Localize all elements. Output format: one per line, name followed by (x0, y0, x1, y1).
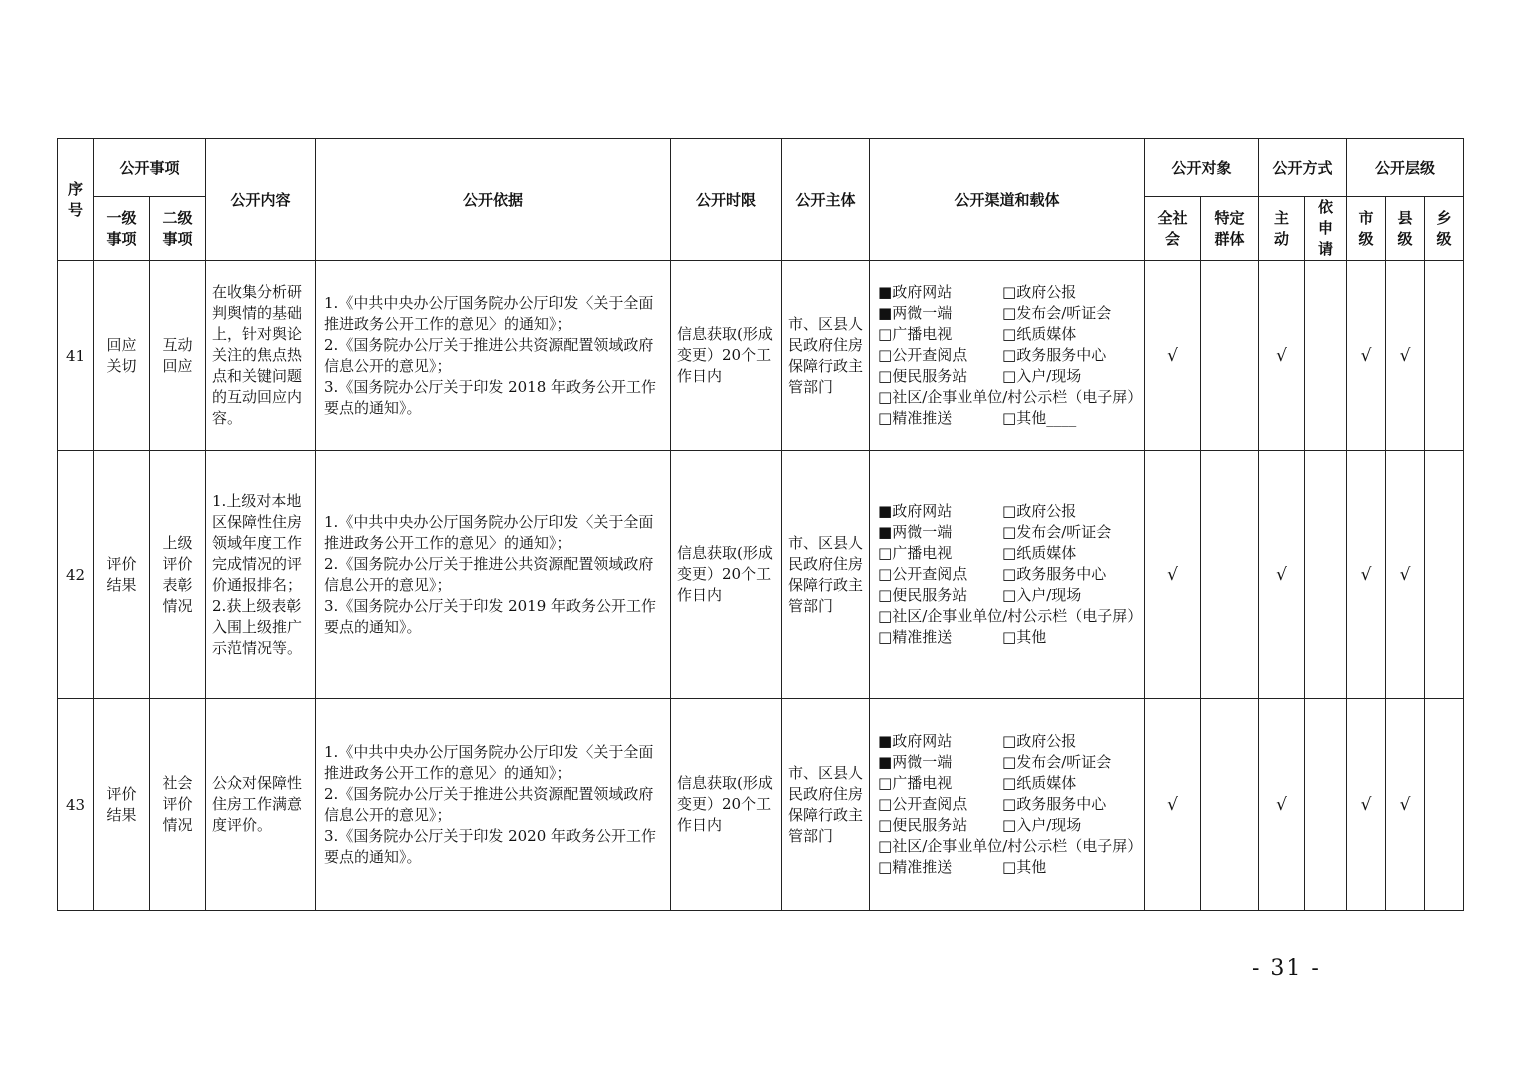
channel-option: □其他____ (1002, 409, 1077, 427)
channel-option: ■两微一端 (878, 753, 953, 771)
disclosure-table (57, 138, 1464, 911)
row-subject: 市、区县人民政府住房保障行政主管部门 (782, 261, 870, 451)
header-level1: 一级事项 (94, 197, 150, 261)
row-seq: 41 (58, 261, 94, 451)
row-content: 公众对保障性住房工作满意度评价。 (206, 699, 316, 911)
channel-option: □社区/企事业单位/村公示栏（电子屏） (878, 607, 1143, 625)
channel-option: □政府公报 (1002, 732, 1077, 750)
header-channels: 公开渠道和载体 (870, 139, 1145, 261)
channel-option: □政府公报 (1002, 283, 1077, 301)
row-seq: 42 (58, 451, 94, 699)
row-level-town (1425, 261, 1464, 451)
table-row (58, 451, 1464, 699)
channel-option: □其他 (1002, 858, 1047, 876)
row-level2: 社会评价情况 (150, 699, 206, 911)
row-level-city: √ (1347, 451, 1386, 699)
channel-option: □便民服务站 (878, 367, 968, 385)
row-method-active: √ (1259, 699, 1305, 911)
channel-option: □入户/现场 (1002, 586, 1082, 604)
row-level-town (1425, 451, 1464, 699)
row-method-active: √ (1259, 261, 1305, 451)
basis-item: 2.《国务院办公厅关于推进公共资源配置领域政府信息公开的意见》； (324, 335, 654, 375)
row-method-apply (1305, 261, 1347, 451)
row-target-specific (1201, 699, 1259, 911)
channel-option: □政务服务中心 (1002, 346, 1107, 364)
channel-option: □纸质媒体 (1002, 774, 1077, 792)
channel-option: □公开查阅点 (878, 795, 968, 813)
row-content: 在收集分析研判舆情的基础上，针对舆论关注的焦点热点和关键问题的互动回应内容。 (206, 261, 316, 451)
row-time-limit: 信息获取(形成变更）20个工作日内 (671, 261, 782, 451)
row-time-limit: 信息获取(形成变更）20个工作日内 (671, 699, 782, 911)
row-subject: 市、区县人民政府住房保障行政主管部门 (782, 699, 870, 911)
header-level-city: 市级 (1347, 197, 1386, 261)
channel-option: □公开查阅点 (878, 346, 968, 364)
channel-option: □精准推送 (878, 858, 953, 876)
header-target-group: 公开对象 (1145, 139, 1259, 197)
row-level-county: √ (1386, 699, 1425, 911)
channel-option: □广播电视 (878, 774, 953, 792)
channel-option: □广播电视 (878, 325, 953, 343)
row-level1: 评价结果 (94, 699, 150, 911)
row-level1: 评价结果 (94, 451, 150, 699)
header-content: 公开内容 (206, 139, 316, 261)
channel-option: □政务服务中心 (1002, 795, 1107, 813)
channel-option: □纸质媒体 (1002, 325, 1077, 343)
channel-option: □发布会/听证会 (1002, 523, 1112, 541)
row-channels (870, 699, 1145, 911)
table-row (58, 699, 1464, 911)
row-method-active: √ (1259, 451, 1305, 699)
channel-option: □公开查阅点 (878, 565, 968, 583)
row-seq: 43 (58, 699, 94, 911)
basis-item: 2.《国务院办公厅关于推进公共资源配置领域政府信息公开的意见》； (324, 784, 654, 824)
row-level-county: √ (1386, 261, 1425, 451)
header-target-specific: 特定群体 (1201, 197, 1259, 261)
channel-option: □精准推送 (878, 409, 953, 427)
channel-option: ■政府网站 (878, 502, 953, 520)
basis-item: 1.《中共中央办公厅国务院办公厅印发〈关于全面推进政务公开工作的意见〉的通知》； (324, 293, 654, 333)
basis-item: 3.《国务院办公厅关于印发 2020 年政务公开工作要点的通知》。 (324, 826, 657, 866)
row-channels (870, 261, 1145, 451)
basis-item: 1.《中共中央办公厅国务院办公厅印发〈关于全面推进政务公开工作的意见〉的通知》； (324, 742, 654, 782)
channel-option: □入户/现场 (1002, 367, 1082, 385)
row-target-all: √ (1145, 699, 1201, 911)
channel-option: □纸质媒体 (1002, 544, 1077, 562)
channel-option: □社区/企事业单位/村公示栏（电子屏） (878, 837, 1143, 855)
row-level-city: √ (1347, 699, 1386, 911)
row-target-specific (1201, 261, 1259, 451)
row-level2: 互动回应 (150, 261, 206, 451)
basis-item: 3.《国务院办公厅关于印发 2019 年政务公开工作要点的通知》。 (324, 596, 657, 636)
header-level-county: 县级 (1386, 197, 1425, 261)
row-target-all: √ (1145, 261, 1201, 451)
channel-option: ■两微一端 (878, 523, 953, 541)
row-method-apply (1305, 451, 1347, 699)
page-number: - 31 - (1252, 956, 1321, 981)
header-method-apply: 依申请 (1305, 197, 1347, 261)
table-row (58, 261, 1464, 451)
channel-option: ■政府网站 (878, 732, 953, 750)
row-channels (870, 451, 1145, 699)
channel-option: □便民服务站 (878, 816, 968, 834)
header-method-active: 主动 (1259, 197, 1305, 261)
header-level-town: 乡级 (1425, 197, 1464, 261)
row-level2: 上级评价表彰情况 (150, 451, 206, 699)
header-target-all: 全社会 (1145, 197, 1201, 261)
row-subject: 市、区县人民政府住房保障行政主管部门 (782, 451, 870, 699)
basis-item: 2.《国务院办公厅关于推进公共资源配置领域政府信息公开的意见》； (324, 554, 654, 594)
channel-option: □便民服务站 (878, 586, 968, 604)
row-time-limit: 信息获取(形成变更）20个工作日内 (671, 451, 782, 699)
channel-option: □精准推送 (878, 628, 953, 646)
row-level-town (1425, 699, 1464, 911)
channel-option: □入户/现场 (1002, 816, 1082, 834)
header-basis: 公开依据 (316, 139, 671, 261)
basis-item: 1.《中共中央办公厅国务院办公厅印发〈关于全面推进政务公开工作的意见〉的通知》； (324, 512, 654, 552)
header-seq: 序号 (58, 139, 94, 261)
header-method-group: 公开方式 (1259, 139, 1347, 197)
header-item-group: 公开事项 (94, 139, 206, 197)
row-target-specific (1201, 451, 1259, 699)
row-basis (316, 261, 671, 451)
row-method-apply (1305, 699, 1347, 911)
channel-option: □发布会/听证会 (1002, 304, 1112, 322)
row-level-city: √ (1347, 261, 1386, 451)
header-time-limit: 公开时限 (671, 139, 782, 261)
channel-option: □社区/企事业单位/村公示栏（电子屏） (878, 388, 1143, 406)
header-subject: 公开主体 (782, 139, 870, 261)
channel-option: □广播电视 (878, 544, 953, 562)
row-level-county: √ (1386, 451, 1425, 699)
channel-option: ■政府网站 (878, 283, 953, 301)
header-level-group: 公开层级 (1347, 139, 1464, 197)
channel-option: □政务服务中心 (1002, 565, 1107, 583)
header-level2: 二级事项 (150, 197, 206, 261)
channel-option: □其他 (1002, 628, 1047, 646)
channel-option: ■两微一端 (878, 304, 953, 322)
basis-item: 3.《国务院办公厅关于印发 2018 年政务公开工作要点的通知》。 (324, 377, 657, 417)
row-level1: 回应关切 (94, 261, 150, 451)
row-target-all: √ (1145, 451, 1201, 699)
channel-option: □发布会/听证会 (1002, 753, 1112, 771)
row-basis (316, 451, 671, 699)
row-content: 1.上级对本地区保障性住房领域年度工作完成情况的评价通报排名；2.获上级表彰入围上级推广示范情况等。 (206, 451, 316, 699)
channel-option: □政府公报 (1002, 502, 1077, 520)
row-basis (316, 699, 671, 911)
